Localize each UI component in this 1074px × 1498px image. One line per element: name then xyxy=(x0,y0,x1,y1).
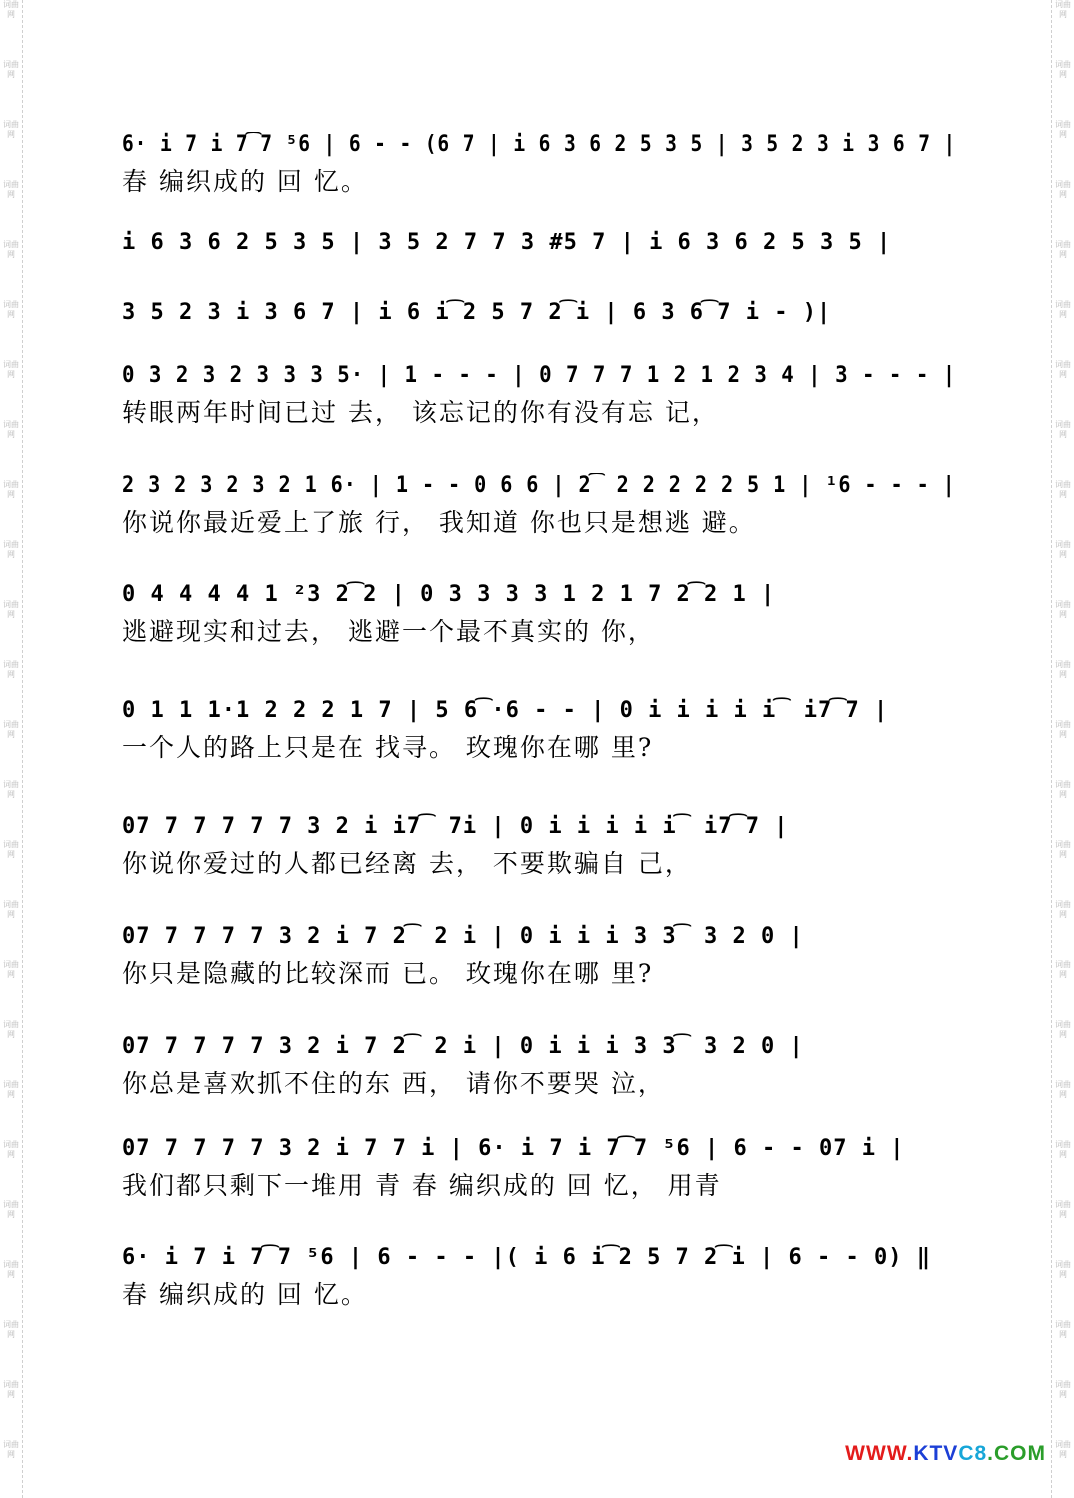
margin-label: 词曲网 xyxy=(3,480,19,499)
margin-label: 词曲网 xyxy=(3,360,19,379)
margin-label: 词曲网 xyxy=(1055,540,1071,559)
margin-label: 词曲网 xyxy=(1055,1020,1071,1039)
margin-label: 词曲网 xyxy=(1055,1380,1071,1399)
margin-label: 词曲网 xyxy=(3,240,19,259)
notation-row: 0 1 1 1·1 2 2 2 1 7 | 5 6͡·6 - - | 0 i i i i i͡ i7͡7 | xyxy=(122,698,889,723)
watermark-ktv: KTV xyxy=(913,1442,959,1465)
notation-row: 07 7 7 7 7 3 2 i 7 2͡ 2 i | 0 i i i 3 3͡ 3 2 0 | xyxy=(122,1034,804,1059)
margin-label: 词曲网 xyxy=(1055,900,1071,919)
right-margin xyxy=(1051,0,1074,1498)
margin-label: 词曲网 xyxy=(1055,600,1071,619)
left-margin xyxy=(0,0,23,1498)
margin-label: 词曲网 xyxy=(3,120,19,139)
lyric-row: 你说你爱过的人都已经离 去， 不要欺骗自 己， xyxy=(122,849,692,878)
margin-label: 词曲网 xyxy=(3,1440,19,1459)
watermark-prefix: WWW. xyxy=(845,1442,914,1465)
lyric-row: 春 编织成的 回 忆。 xyxy=(122,167,368,196)
margin-label: 词曲网 xyxy=(3,960,19,979)
lyric-row: 转眼两年时间已过 去， 该忘记的你有没有忘 记， xyxy=(122,398,719,427)
watermark-c8: C8 xyxy=(958,1442,988,1465)
margin-label: 词曲网 xyxy=(1055,1080,1071,1099)
margin-label: 词曲网 xyxy=(1055,1440,1071,1459)
margin-label: 词曲网 xyxy=(3,900,19,919)
margin-label: 词曲网 xyxy=(1055,1260,1071,1279)
margin-label: 词曲网 xyxy=(3,1020,19,1039)
lyric-row: 我们都只剩下一堆用 青 春 编织成的 回 忆， 用青 xyxy=(122,1171,722,1200)
margin-label: 词曲网 xyxy=(3,840,19,859)
lyric-row: 春 编织成的 回 忆。 xyxy=(122,1280,368,1309)
margin-label: 词曲网 xyxy=(1055,240,1071,259)
notation-row: 07 7 7 7 7 7 3 2 i i7͡ 7i | 0 i i i i i͡ i7͡7 | xyxy=(122,814,789,839)
margin-label: 词曲网 xyxy=(3,420,19,439)
margin-label: 词曲网 xyxy=(1055,360,1071,379)
margin-label: 词曲网 xyxy=(1055,480,1071,499)
margin-label: 词曲网 xyxy=(1055,120,1071,139)
margin-label: 词曲网 xyxy=(3,720,19,739)
watermark-suffix: .COM xyxy=(987,1442,1046,1465)
margin-label: 词曲网 xyxy=(3,0,19,19)
margin-label: 词曲网 xyxy=(1055,420,1071,439)
margin-label: 词曲网 xyxy=(1055,0,1071,19)
lyric-row: 你说你最近爱上了旅 行， 我知道 你也只是想逃 避。 xyxy=(122,508,756,537)
margin-label: 词曲网 xyxy=(1055,1200,1071,1219)
margin-label: 词曲网 xyxy=(1055,300,1071,319)
margin-label: 词曲网 xyxy=(3,600,19,619)
margin-label: 词曲网 xyxy=(1055,1140,1071,1159)
margin-label: 词曲网 xyxy=(1055,960,1071,979)
margin-label: 词曲网 xyxy=(1055,840,1071,859)
notation-row: 0 3 2 3 2 3 3 3 5· | 1 - - - | 0 7 7 7 1 2 1 2 3 4 | 3 - - - | xyxy=(122,363,957,388)
margin-label: 词曲网 xyxy=(3,1080,19,1099)
margin-label: 词曲网 xyxy=(3,660,19,679)
margin-label: 词曲网 xyxy=(3,300,19,319)
margin-label: 词曲网 xyxy=(3,180,19,199)
margin-label: 词曲网 xyxy=(1055,780,1071,799)
notation-row: 6· i 7 i 7͡7 ⁵6 | 6 - - - |( i 6 i͡2 5 7 2͡i | 6 - - 0) ‖ xyxy=(122,1245,931,1270)
notation-row: 3 5 2 3 i 3 6 7 | i 6 i͡2 5 7 2͡i | 6 3 6͡7 i - )| xyxy=(122,300,832,325)
margin-label: 词曲网 xyxy=(3,1140,19,1159)
site-watermark xyxy=(845,1442,1046,1466)
margin-label: 词曲网 xyxy=(1055,1320,1071,1339)
margin-label: 词曲网 xyxy=(3,540,19,559)
notation-row: 6· i 7 i 7͡7 ⁵6 | 6 - - (6 7 | i 6 3 6 2 5 3 5 | 3 5 2 3 i 3 6 7 | xyxy=(122,132,957,157)
lyric-row: 你只是隐藏的比较深而 已。 玫瑰你在哪 里? xyxy=(122,959,654,988)
margin-label: 词曲网 xyxy=(1055,660,1071,679)
margin-label: 词曲网 xyxy=(3,1380,19,1399)
margin-label: 词曲网 xyxy=(3,1200,19,1219)
lyric-row: 一个人的路上只是在 找寻。 玫瑰你在哪 里? xyxy=(122,733,654,762)
notation-row: 2 3 2 3 2 3 2 1 6· | 1 - - 0 6 6 | 2͡ 2 2 2 2 2 5 1 | ¹6 - - - | xyxy=(122,473,956,498)
lyric-row: 逃避现实和过去， 逃避一个最不真实的 你， xyxy=(122,617,655,646)
margin-label: 词曲网 xyxy=(3,1320,19,1339)
margin-label: 词曲网 xyxy=(3,60,19,79)
notation-row: 07 7 7 7 7 3 2 i 7 7 i | 6· i 7 i 7͡7 ⁵6 | 6 - - 07 i | xyxy=(122,1136,905,1161)
margin-label: 词曲网 xyxy=(1055,180,1071,199)
notation-row: 07 7 7 7 7 3 2 i 7 2͡ 2 i | 0 i i i 3 3͡ 3 2 0 | xyxy=(122,924,804,949)
notation-row: 0 4 4 4 4 1 ²3 2͡2 | 0 3 3 3 3 1 2 1 7 2͡2 1 | xyxy=(122,582,776,607)
margin-label: 词曲网 xyxy=(1055,60,1071,79)
margin-label: 词曲网 xyxy=(3,1260,19,1279)
notation-row: i 6 3 6 2 5 3 5 | 3 5 2 7 7 3 #5 7 | i 6 3 6 2 5 3 5 | xyxy=(122,230,892,255)
margin-label: 词曲网 xyxy=(1055,720,1071,739)
lyric-row: 你总是喜欢抓不住的东 西， 请你不要哭 泣， xyxy=(122,1069,665,1098)
margin-label: 词曲网 xyxy=(3,780,19,799)
